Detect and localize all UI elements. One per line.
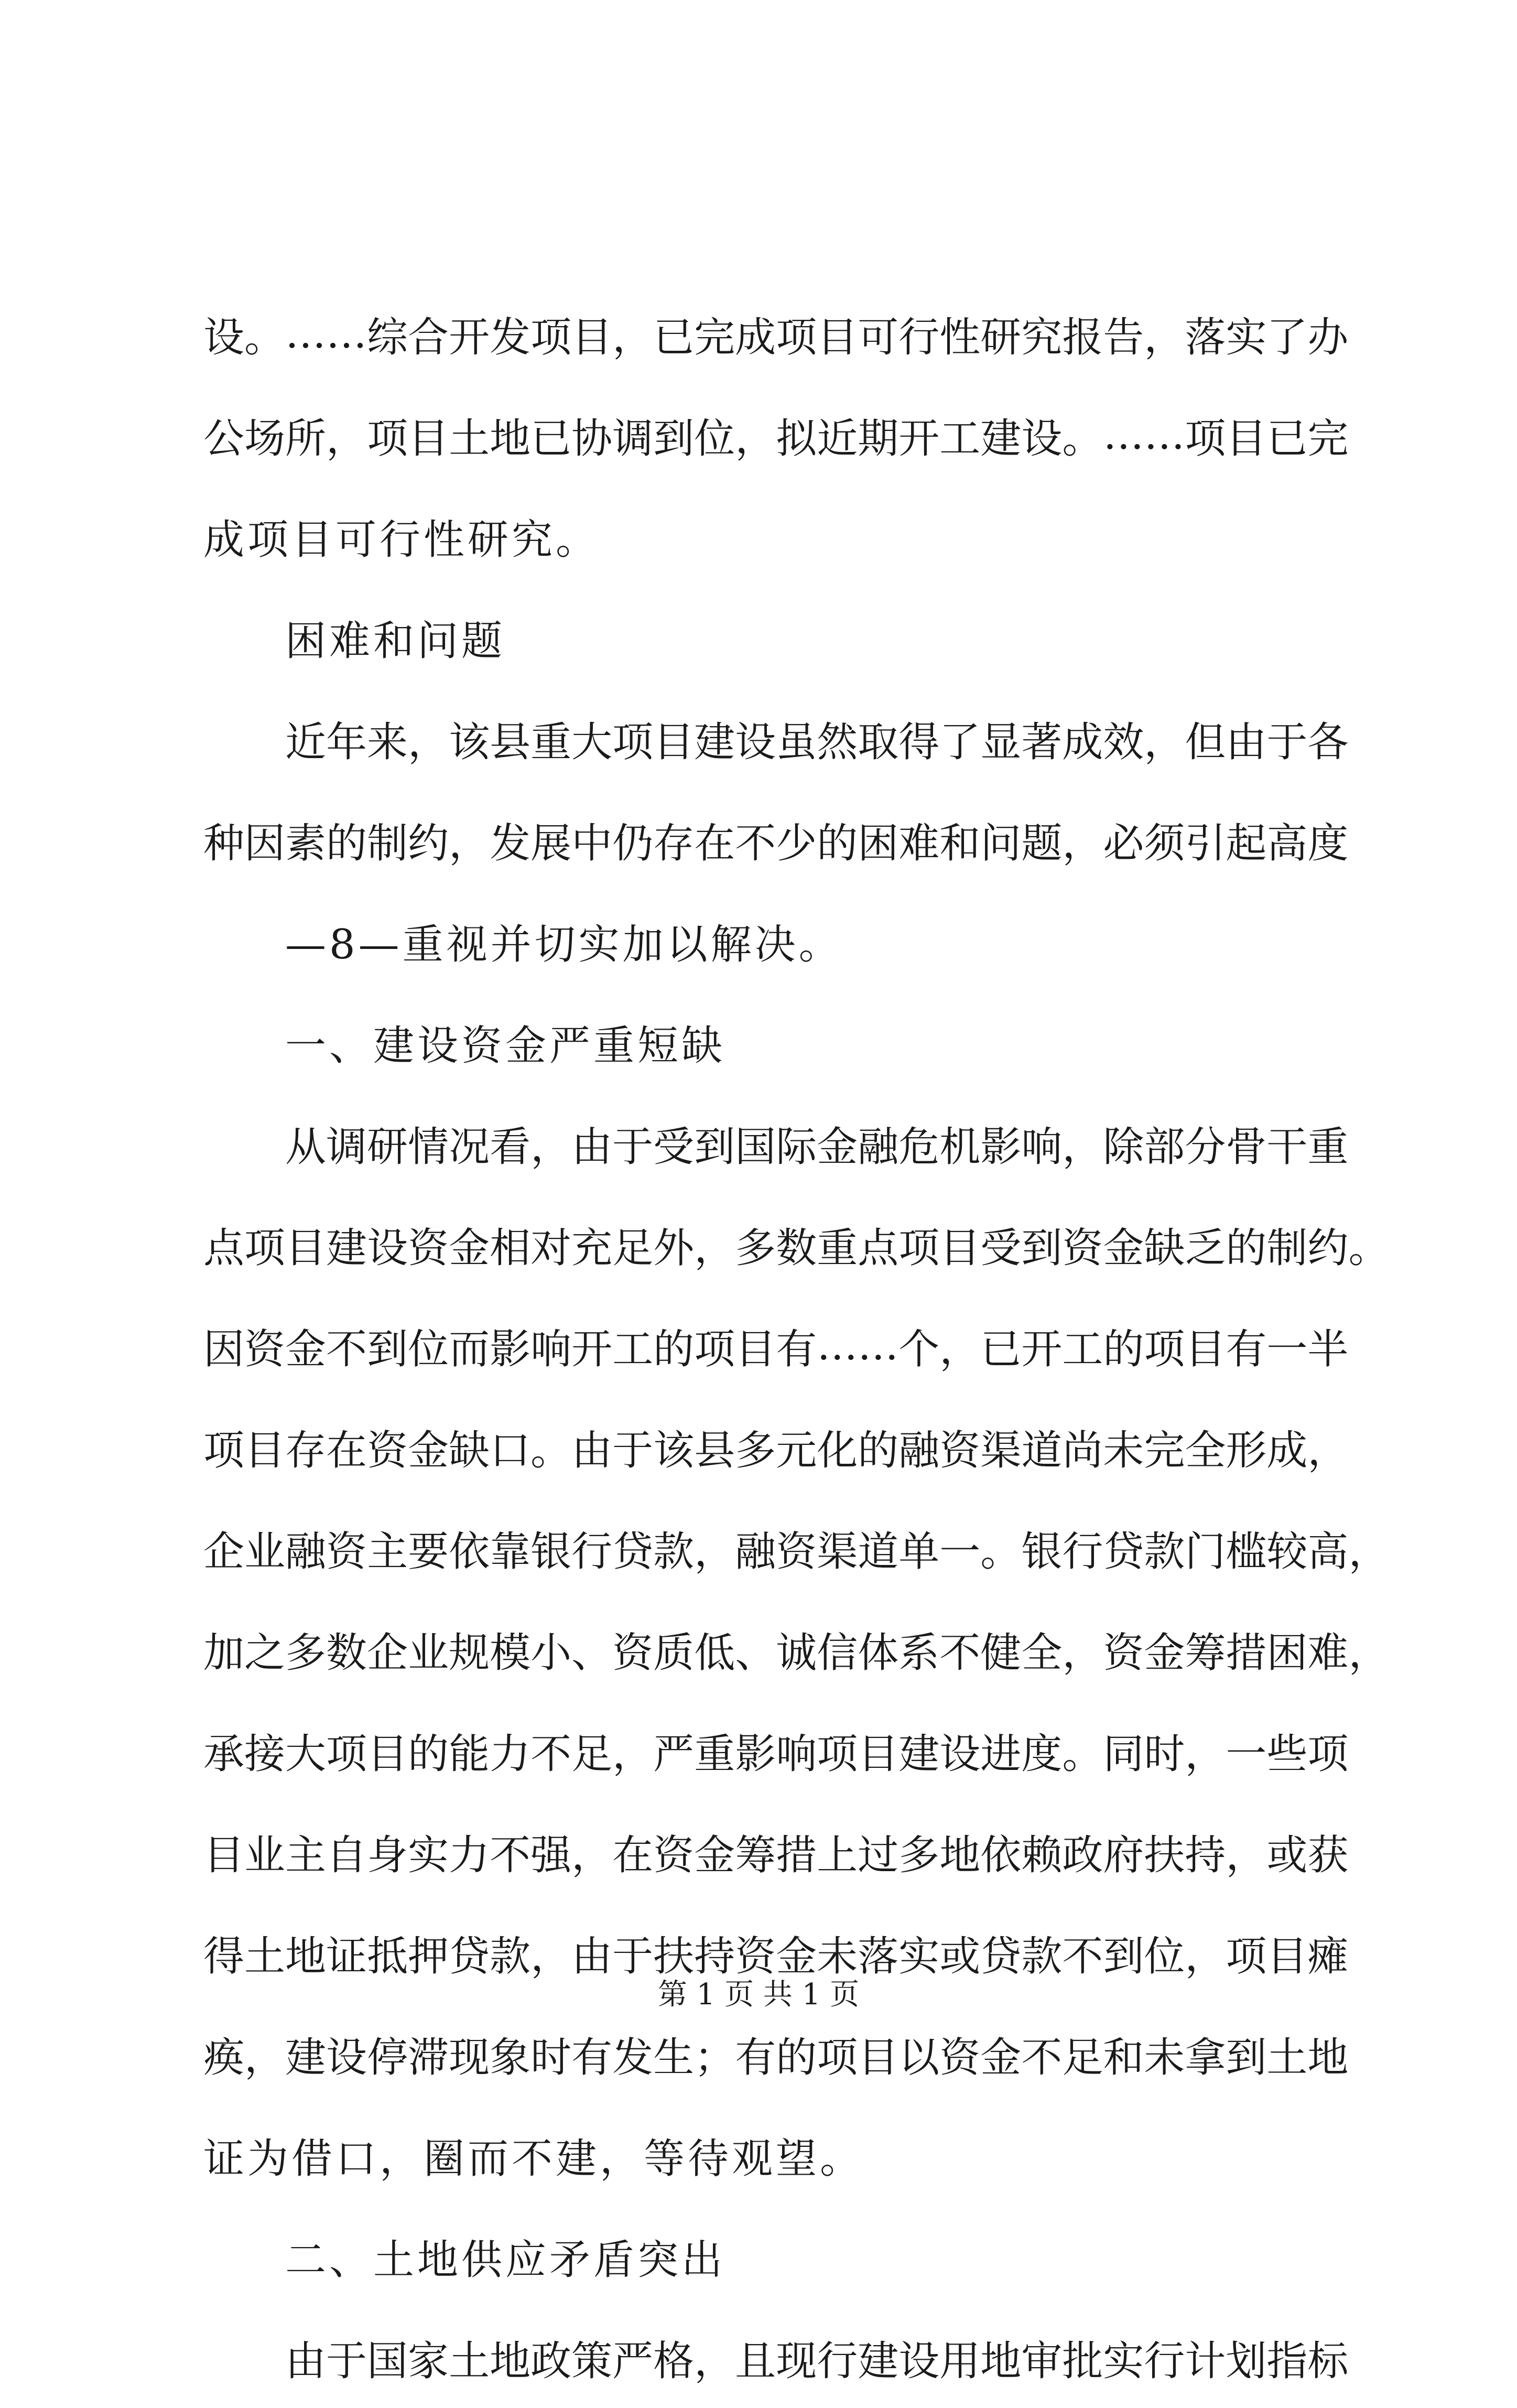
page-footer: 第 1 页 共 1 页 [657,1978,860,2012]
text-line: 由 于 国 家 土 地 政 策 严 格 ， 且 现 行 建 设 用 地 审 批 实 行 计 划 指 标 [285,2337,1349,2385]
text-line: 项 目 存 在 资 金 缺 口 。 由 于 该 县 多 元 化 的 融 资 渠 道 尚 未 完 全 形 成 ， [203,1427,1349,1474]
text-line: 公 场 所 ， 项 目 土 地 已 协 调 到 位 ， 拟 近 期 开 工 建 设 。 … … 项 目 已 完 [203,411,1349,462]
document-body [203,283,1390,2408]
text-line: 困难和问题 [285,617,506,665]
text-line: 目 业 主 自 身 实 力 不 强 ， 在 资 金 筹 措 上 过 多 地 依 赖 政 府 扶 持 ， 或 获 [203,1831,1349,1879]
text-line: 证为借口，圈而不建，等待观望。 [203,2135,864,2183]
text-line: 承 接 大 项 目 的 能 力 不 足 ， 严 重 影 响 项 目 建 设 进 度 。 同 时 ， 一 些 项 [203,1730,1349,1778]
text-line: 得 土 地 证 抵 押 贷 款 ， 由 于 扶 持 资 金 未 落 实 或 贷 款 不 到 位 ， 项 目 瘫 [203,1932,1349,1980]
text-line: 从 调 研 情 况 看 ， 由 于 受 到 国 际 金 融 危 机 影 响 ， 除 部 分 骨 干 重 [285,1123,1349,1171]
text-line: 种 因 素 的 制 约 ， 发 展 中 仍 存 在 不 少 的 困 难 和 问 题 ， 必 须 引 起 高 度 [203,819,1349,867]
text-line: 加 之 多 数 企 业 规 模 小 、 资 质 低 、 诚 信 体 系 不 健 全 ， 资 金 筹 措 困 难 ， [203,1629,1390,1677]
text-line: 近 年 来 ， 该 县 重 大 项 目 建 设 虽 然 取 得 了 显 著 成 效 ， 但 由 于 各 [285,718,1349,766]
text-line: 点 项 目 建 设 资 金 相 对 充 足 外 ， 多 数 重 点 项 目 受 到 资 金 缺 乏 的 制 约 。 [203,1224,1390,1272]
text-line: 二、土地供应矛盾突出 [285,2236,726,2284]
text-line: 成项目可行性研究。 [203,516,600,564]
text-line: 企 业 融 资 主 要 依 靠 银 行 贷 款 ， 融 资 渠 道 单 一 。 银 行 贷 款 门 槛 较 高 ， [203,1528,1390,1575]
text-line: 痪 ， 建 设 停 滞 现 象 时 有 发 生 ； 有 的 项 目 以 资 金 不 足 和 未 拿 到 土 地 [203,2034,1349,2081]
text-line: 设 。 … … 综 合 开 发 项 目 ， 已 完 成 项 目 可 行 性 研 究 报 告 ， 落 实 了 办 [203,310,1349,361]
text-line: —8—重视并切实加以解决。 [285,921,843,968]
text-line: 因 资 金 不 到 位 而 影 响 开 工 的 项 目 有 … … 个 ， 已 开 工 的 项 目 有 一 半 [203,1322,1349,1373]
text-line: 一、建设资金严重短缺 [285,1022,726,1070]
